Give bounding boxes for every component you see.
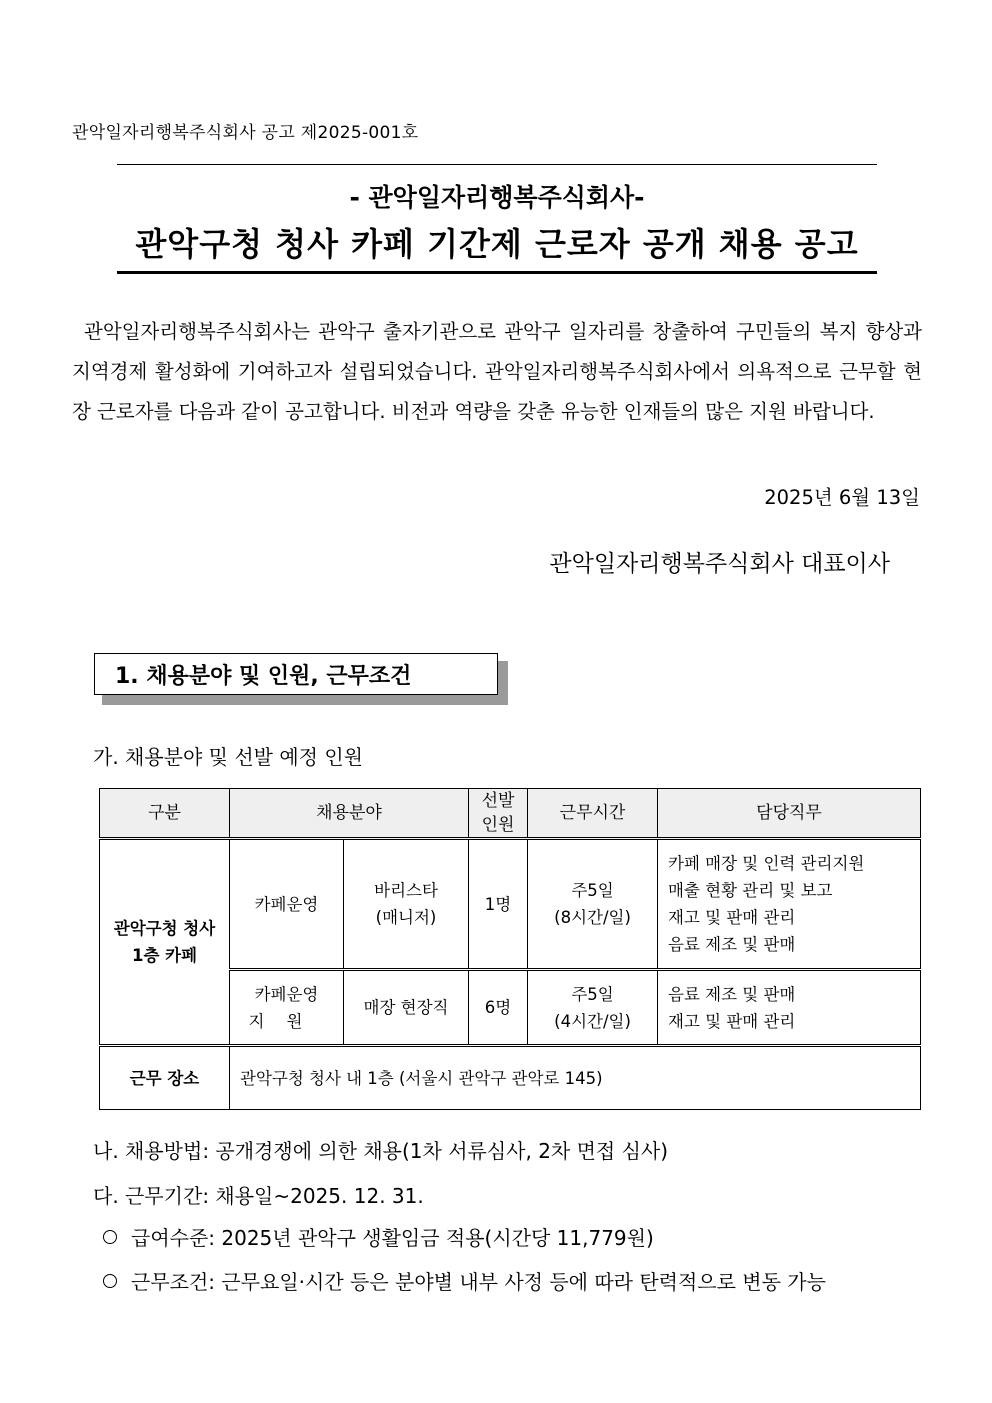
header-count-line2: 인원	[481, 815, 515, 835]
header-category: 구분	[100, 789, 230, 839]
row2-hours-line1: 주5일	[571, 984, 614, 1004]
row2-duties	[658, 970, 921, 1046]
row2-area-line1: 카페운영	[254, 984, 319, 1004]
row1-hours	[528, 839, 658, 970]
location-cell	[100, 839, 230, 1046]
row2-role: 매장 현장직	[344, 970, 469, 1046]
workplace-value: 관악구청 청사 내 1층 (서울시 관악구 관악로 145)	[230, 1046, 921, 1110]
item-na: 나. 채용방법: 공개경쟁에 의한 채용(1차 서류심사, 2차 면접 심사)	[93, 1139, 669, 1163]
row1-role-line2: (매니저)	[375, 908, 437, 927]
table-row	[100, 1046, 921, 1110]
conditions-item	[103, 1266, 826, 1295]
row2-hours-line2: (4시간/일)	[554, 1011, 631, 1031]
section-title: 1. 채용분야 및 인원, 근무조건	[115, 664, 412, 689]
row1-hours-line1: 주5일	[571, 881, 614, 900]
table-header-row	[100, 789, 921, 839]
notice-date: 2025년 6월 13일	[764, 486, 920, 509]
row1-duties	[658, 839, 921, 970]
location-line1: 관악구청 청사	[113, 919, 216, 938]
row2-area	[230, 970, 344, 1046]
row1-duty: 음료 제조 및 판매	[668, 935, 796, 954]
row1-duty: 재고 및 판매 관리	[668, 908, 796, 927]
row1-count: 1명	[469, 839, 528, 970]
item-da: 다. 근무기간: 채용일~2025. 12. 31.	[93, 1184, 424, 1208]
notice-number: 관악일자리행복주식회사 공고 제2025-001호	[72, 123, 419, 143]
header-count	[469, 789, 528, 839]
row1-duty: 카페 매장 및 인력 관리지원	[668, 854, 865, 873]
row1-hours-line2: (8시간/일)	[554, 908, 631, 927]
conditions-text: 근무조건: 근무요일·시간 등은 분야별 내부 사정 등에 따라 탄력적으로 변동 가능	[131, 1270, 826, 1294]
row2-duty: 재고 및 판매 관리	[668, 1011, 796, 1031]
row1-role	[344, 839, 469, 970]
row1-duty: 매출 현황 관리 및 보고	[668, 881, 833, 900]
header-duties: 담당직무	[658, 789, 921, 839]
table-row	[100, 839, 921, 970]
salary-text: 급여수준: 2025년 관악구 생활임금 적용(시간당 11,779원)	[131, 1226, 654, 1250]
header-count-line1: 선발	[481, 791, 515, 811]
row2-area-line2: 지원	[248, 1011, 325, 1031]
recruitment-table	[99, 788, 921, 1110]
circle-bullet-icon	[103, 1274, 117, 1288]
title-bottom-rule	[117, 271, 877, 274]
title-top-rule	[117, 164, 877, 165]
signer: 관악일자리행복주식회사 대표이사	[549, 551, 890, 577]
circle-bullet-icon	[103, 1230, 117, 1244]
workplace-label: 근무 장소	[100, 1046, 230, 1110]
intro-paragraph: 관악일자리행복주식회사는 관악구 출자기관으로 관악구 일자리를 창출하여 구민들의 복지 향상과 지역경제 활성화에 기여하고자 설립되었습니다. 관악일자리행복주식회사에서 의욕적으로 근무할 현장 근로자를 다음과 같이 공고합니다. 비전과 역량을 갖춘 유능한 인재들의 많은 지원 바랍니다.	[72, 320, 922, 423]
organization-subtitle: - 관악일자리행복주식회사-	[349, 183, 645, 212]
header-hours: 근무시간	[528, 789, 658, 839]
row1-area: 카페운영	[230, 839, 344, 970]
row2-duty: 음료 제조 및 판매	[668, 984, 796, 1004]
row2-hours	[528, 970, 658, 1046]
row2-count: 6명	[469, 970, 528, 1046]
section-title-box	[94, 653, 498, 695]
salary-item	[103, 1222, 654, 1251]
page-title: 관악구청 청사 카페 기간제 근로자 공개 채용 공고	[135, 225, 859, 263]
item-ga-heading: 가. 채용분야 및 선발 예정 인원	[93, 745, 363, 769]
header-field: 채용분야	[230, 789, 469, 839]
location-line2: 1층 카페	[131, 946, 198, 965]
row1-role-line1: 바리스타	[374, 881, 438, 900]
